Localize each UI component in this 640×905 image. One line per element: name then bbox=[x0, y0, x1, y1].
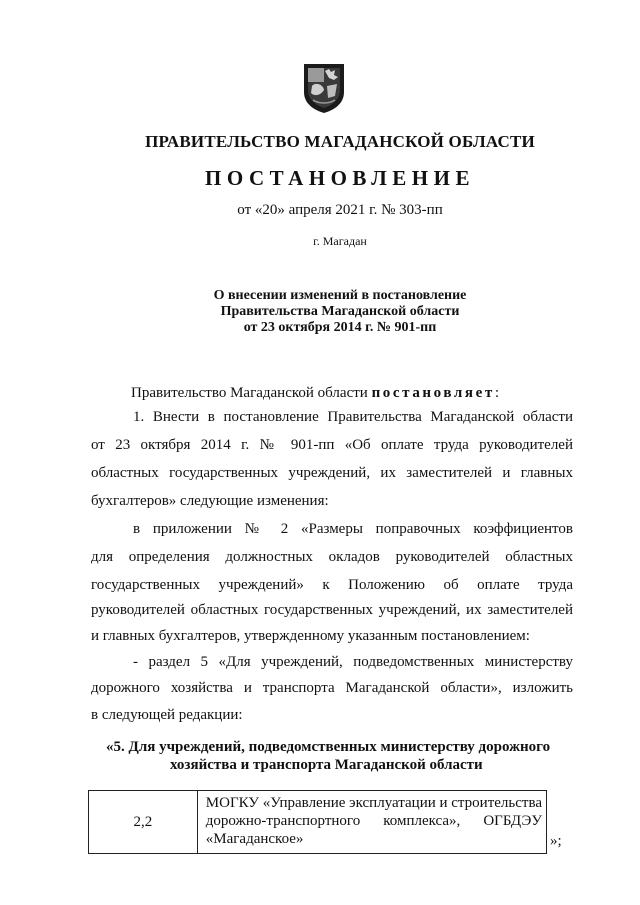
coat-of-arms-icon bbox=[301, 62, 347, 114]
paragraph-1-line-2: от 23 октября 2014 г. № 901-пп «Об оплате труда руководителей bbox=[91, 437, 573, 453]
paragraph-2-line-1: в приложении № 2 «Размеры поправочных коэффициентов bbox=[133, 521, 573, 537]
section-title-line-2: хозяйства и транспорта Магаданской области bbox=[170, 757, 483, 773]
paragraph-2-line-4: руководителей областных государственных учреждений, их заместителей bbox=[91, 602, 573, 618]
table-row bbox=[89, 791, 547, 854]
subject-line-2: Правительства Магаданской области bbox=[220, 304, 460, 319]
document-type: ПОСТАНОВЛЕНИЕ bbox=[205, 166, 475, 190]
paragraph-3-line-3: в следующей редакции: bbox=[91, 707, 243, 723]
institution-line-2: дорожно-транспортного комплекса», ОГБДЭУ bbox=[205, 813, 542, 829]
section-title-line-1: «5. Для учреждений, подведомственных министерству дорожного bbox=[106, 739, 551, 755]
paragraph-2-line-2: для определения должностных окладов руководителей областных bbox=[91, 549, 573, 565]
intro-verb: постановляет bbox=[371, 385, 495, 401]
closing-quote: »; bbox=[550, 833, 562, 849]
government-name: ПРАВИТЕЛЬСТВО МАГАДАНСКОЙ ОБЛАСТИ bbox=[145, 132, 535, 151]
issue-city: г. Магадан bbox=[313, 234, 367, 248]
institution-cell bbox=[197, 791, 546, 854]
subject-line-3: от 23 октября 2014 г. № 901-пп bbox=[243, 320, 437, 335]
paragraph-2-line-3: государственных учреждений» к Положению об оплате труда bbox=[91, 577, 573, 593]
institution-line-3: «Магаданское» bbox=[205, 831, 304, 847]
intro-prefix: Правительство Магаданской области bbox=[131, 385, 368, 401]
institution-line-1: МОГКУ «Управление эксплуатации и строительства bbox=[205, 795, 542, 811]
intro-line bbox=[131, 384, 499, 403]
coefficient-cell: 2,2 bbox=[89, 791, 198, 854]
paragraph-1-line-4: бухгалтеров» следующие изменения: bbox=[91, 493, 329, 509]
intro-colon: : bbox=[494, 385, 500, 401]
paragraph-3-line-2: дорожного хозяйства и транспорта Магаданской области», изложить bbox=[91, 680, 573, 696]
coefficient-table bbox=[88, 790, 547, 854]
paragraph-1-line-1: 1. Внести в постановление Правительства Магаданской области bbox=[133, 409, 573, 425]
decree-date-number: от «20» апреля 2021 г. № 303-пп bbox=[237, 202, 443, 218]
paragraph-3-line-1: - раздел 5 «Для учреждений, подведомственных министерству bbox=[133, 654, 573, 670]
subject-line-1: О внесении изменений в постановление bbox=[213, 288, 467, 303]
paragraph-2-line-5: и главных бухгалтеров, утвержденному указанным постановлением: bbox=[91, 628, 530, 644]
paragraph-1-line-3: областных государственных учреждений, их заместителей и главных bbox=[91, 465, 573, 481]
